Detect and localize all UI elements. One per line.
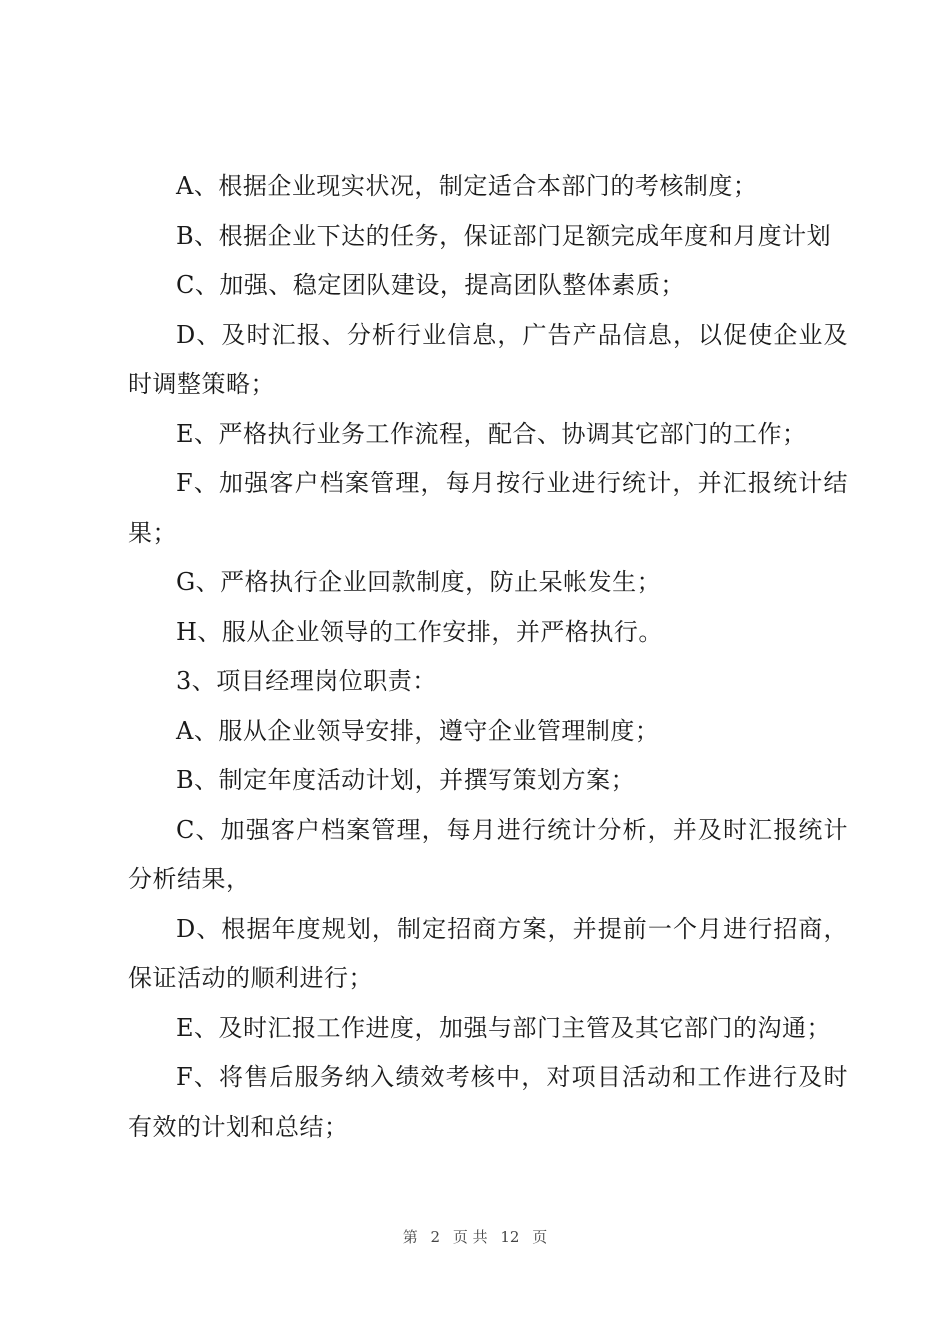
paragraph: H、服从企业领导的工作安排，并严格执行。 bbox=[176, 617, 663, 646]
paragraph: D、及时汇报、分析行业信息，广告产品信息，以促使企业及时调整策略； bbox=[128, 320, 848, 398]
paragraph: C、加强客户档案管理，每月进行统计分析，并及时汇报统计分析结果， bbox=[128, 815, 848, 893]
footer-label-pages: 页 bbox=[532, 1228, 548, 1246]
paragraph: B、制定年度活动计划，并撰写策划方案； bbox=[176, 766, 636, 794]
paragraph: F、加强客户档案管理，每月按行业进行统计，并汇报统计结果； bbox=[128, 469, 848, 547]
paragraph: A、服从企业领导安排，遵守企业管理制度； bbox=[176, 716, 660, 745]
paragraph: F、将售后服务纳入绩效考核中，对项目活动和工作进行及时有效的计划和总结； bbox=[128, 1063, 848, 1141]
paragraph: B、根据企业下达的任务，保证部门足额完成年度和月度计划 bbox=[176, 221, 832, 250]
footer-label-of: 页 共 bbox=[452, 1228, 488, 1246]
paragraph: G、严格执行企业回款制度，防止呆帐发生； bbox=[176, 568, 662, 596]
paragraph: D、根据年度规划，制定招商方案，并提前一个月进行招商，保证活动的顺利进行； bbox=[128, 914, 848, 992]
paragraph: E、严格执行业务工作流程，配合、协调其它部门的工作； bbox=[176, 419, 807, 448]
section-heading: 3、项目经理岗位职责： bbox=[176, 667, 437, 695]
paragraph: A、根据企业现实状况，制定适合本部门的考核制度； bbox=[176, 172, 758, 200]
footer-total-pages: 12 bbox=[500, 1228, 520, 1246]
document-body bbox=[128, 162, 848, 1152]
paragraph: C、加强、稳定团队建设，提高团队整体素质； bbox=[176, 271, 685, 299]
paragraph: E、及时汇报工作进度，加强与部门主管及其它部门的沟通； bbox=[176, 1013, 832, 1042]
footer-label-page: 第 bbox=[402, 1228, 418, 1246]
footer-current-page: 2 bbox=[430, 1228, 441, 1246]
page-footer bbox=[0, 1226, 950, 1247]
